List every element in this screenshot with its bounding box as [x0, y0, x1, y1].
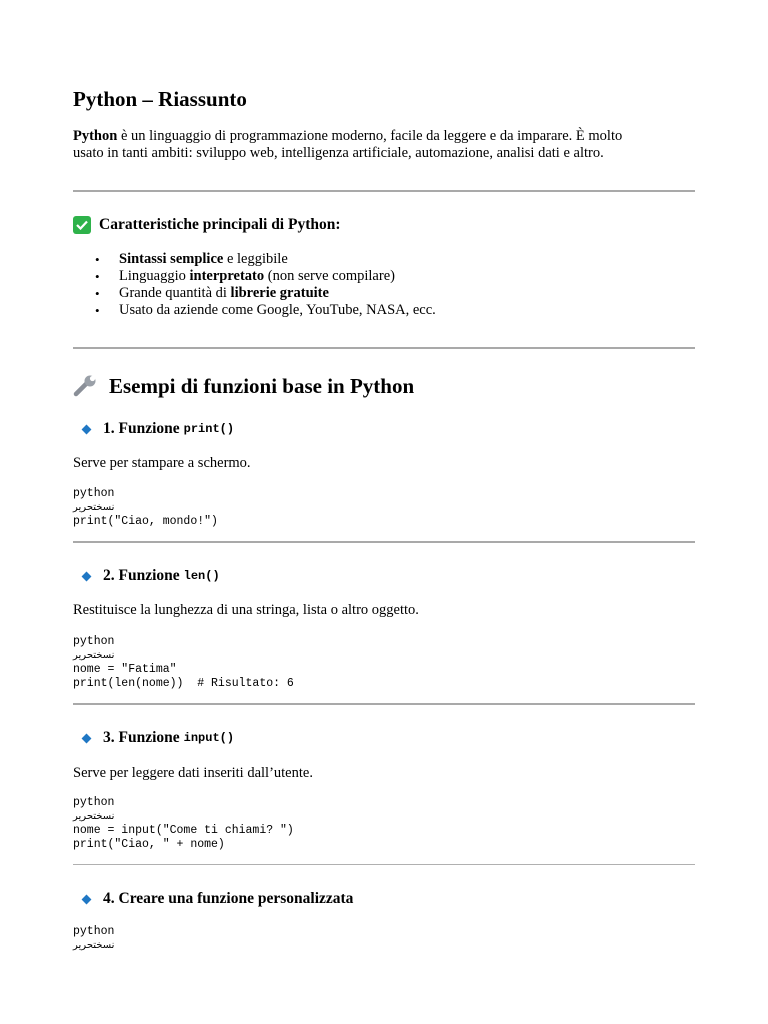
- diamond-bullet-icon: [82, 424, 92, 434]
- example-3-heading: 3. Funzione input(): [73, 728, 234, 748]
- copy-edit-label[interactable]: نسختحرير: [73, 811, 115, 822]
- code-language: python: [73, 635, 115, 648]
- list-item: • Grande quantità di librerie gratuite: [73, 285, 436, 302]
- code-line: print("Ciao, " + nome): [73, 838, 225, 851]
- example-1-description: Serve per stampare a schermo.: [73, 455, 251, 471]
- intro-line2: usato in tanti ambiti: sviluppo web, intelligenza artificiale, automazione, analisi dati e altro.: [73, 145, 604, 161]
- list-item: • Sintassi semplice e leggibile: [73, 251, 436, 268]
- divider: [73, 190, 695, 192]
- divider: [73, 347, 695, 349]
- example-2-description: Restituisce la lunghezza di una stringa, lista o altro oggetto.: [73, 602, 419, 618]
- example-2-heading: 2. Funzione len(): [73, 566, 220, 586]
- example-3-description: Serve per leggere dati inseriti dall’utente.: [73, 765, 313, 781]
- diamond-bullet-icon: [82, 571, 92, 581]
- diamond-bullet-icon: [82, 894, 92, 904]
- features-heading: [73, 215, 341, 235]
- example-1-heading: 1. Funzione print(): [73, 419, 234, 439]
- examples-heading: [73, 373, 414, 399]
- copy-edit-label[interactable]: نسختحرير: [73, 502, 115, 513]
- function-name: input(): [183, 731, 235, 745]
- example-4-code: [73, 925, 114, 953]
- code-line: print(len(nome)) # Risultato: 6: [73, 677, 294, 690]
- list-item: • Usato da aziende come Google, YouTube, NASA, ecc.: [73, 302, 436, 319]
- code-line: nome = "Fatima": [73, 663, 177, 676]
- example-2-code: [73, 635, 294, 691]
- examples-heading-text: Esempi di funzioni base in Python: [109, 374, 415, 398]
- check-mark-icon: [73, 216, 91, 234]
- code-line: print("Ciao, mondo!"): [73, 515, 218, 528]
- code-line: nome = input("Come ti chiami? "): [73, 824, 294, 837]
- wrench-icon: [73, 374, 101, 398]
- code-language: python: [73, 487, 115, 500]
- intro-line1: è un linguaggio di programmazione moderno, facile da leggere e da imparare. È molto: [117, 128, 623, 144]
- diamond-bullet-icon: [82, 733, 92, 743]
- code-language: python: [73, 796, 115, 809]
- divider: [73, 541, 695, 543]
- divider: [73, 703, 695, 705]
- function-name: print(): [183, 422, 235, 436]
- copy-edit-label[interactable]: نسختحرير: [73, 940, 115, 951]
- example-1-code: [73, 487, 218, 529]
- intro-paragraph: [73, 128, 695, 162]
- example-4-heading: 4. Creare una funzione personalizzata: [73, 889, 353, 909]
- features-heading-text: Caratteristiche principali di Python:: [99, 216, 341, 233]
- example-3-code: [73, 796, 294, 852]
- features-list: [73, 251, 436, 319]
- page-title: Python – Riassunto: [73, 87, 247, 111]
- code-language: python: [73, 925, 115, 938]
- intro-bold: Python: [73, 128, 118, 144]
- list-item: • Linguaggio interpretato (non serve compilare): [73, 268, 436, 285]
- copy-edit-label[interactable]: نسختحرير: [73, 650, 115, 661]
- divider: [73, 864, 695, 865]
- function-name: len(): [183, 569, 220, 583]
